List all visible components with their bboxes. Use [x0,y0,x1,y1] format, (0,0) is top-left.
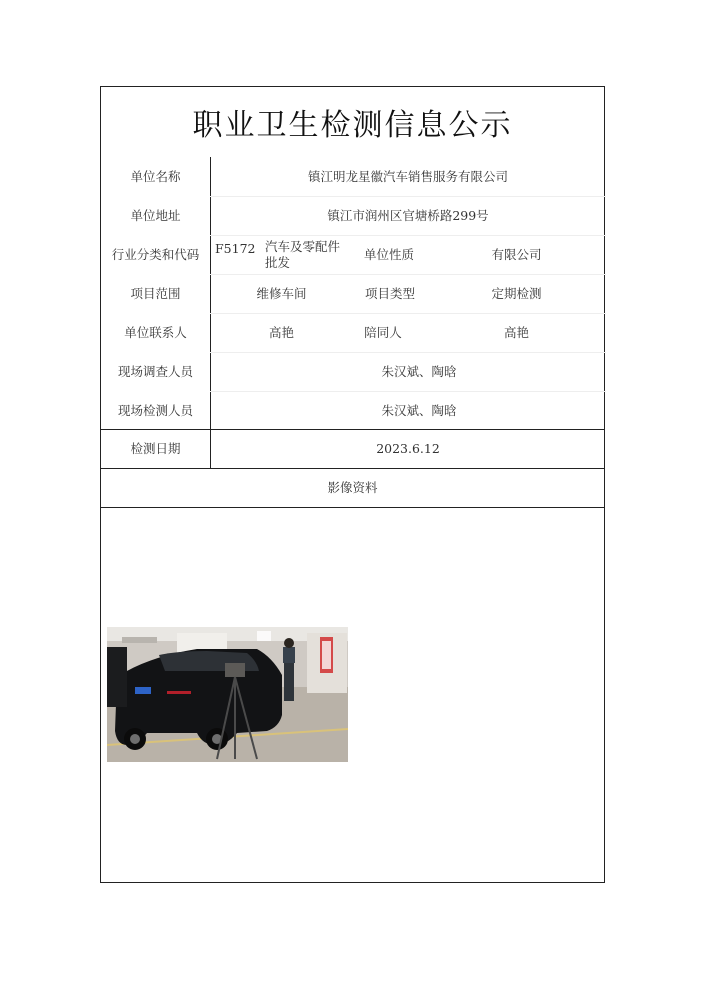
page-title: 职业卫生检测信息公示 [192,108,513,143]
project-scope-label: 项目范围 [130,285,181,301]
unit-address-value: 镇江市润州区官塘桥路299号 [327,207,489,223]
escort-value: 高艳 [503,324,529,340]
row-test-staff [101,391,604,430]
industry-label: 行业分类和代码 [111,246,200,262]
row-unit-name [101,157,604,196]
escort-label: 陪同人 [364,324,402,340]
unit-name-label: 单位名称 [130,168,181,184]
project-scope-value: 维修车间 [256,285,307,301]
row-media-header [101,468,604,507]
project-type-label: 项目类型 [364,285,415,301]
survey-staff-value: 朱汉斌、陶晗 [381,363,457,379]
unit-nature-label: 单位性质 [363,246,414,262]
contact-label: 单位联系人 [124,324,187,340]
test-staff-label: 现场检测人员 [117,402,193,418]
disclosure-form [100,86,605,883]
industry-name: 汽车及零配件批发 [265,238,341,270]
site-photo [107,627,348,762]
section-divider [101,507,604,508]
survey-staff-label: 现场调查人员 [117,363,193,379]
row-unit-address [101,196,604,235]
unit-nature-value: 有限公司 [491,246,542,262]
row-industry [101,235,604,274]
industry-code: F5172 [215,241,256,256]
project-type-value: 定期检测 [491,285,542,301]
row-contact [101,313,604,352]
test-date-label: 检测日期 [130,440,181,456]
contact-value: 高艳 [268,324,294,340]
row-project [101,274,604,313]
row-survey-staff [101,352,604,391]
test-staff-value: 朱汉斌、陶晗 [381,402,457,418]
row-test-date [101,429,604,468]
test-date-value: 2023.6.12 [376,440,440,456]
media-label: 影像资料 [327,479,378,495]
unit-name-value: 镇江明龙星徽汽车销售服务有限公司 [307,168,508,184]
unit-address-label: 单位地址 [130,207,181,223]
